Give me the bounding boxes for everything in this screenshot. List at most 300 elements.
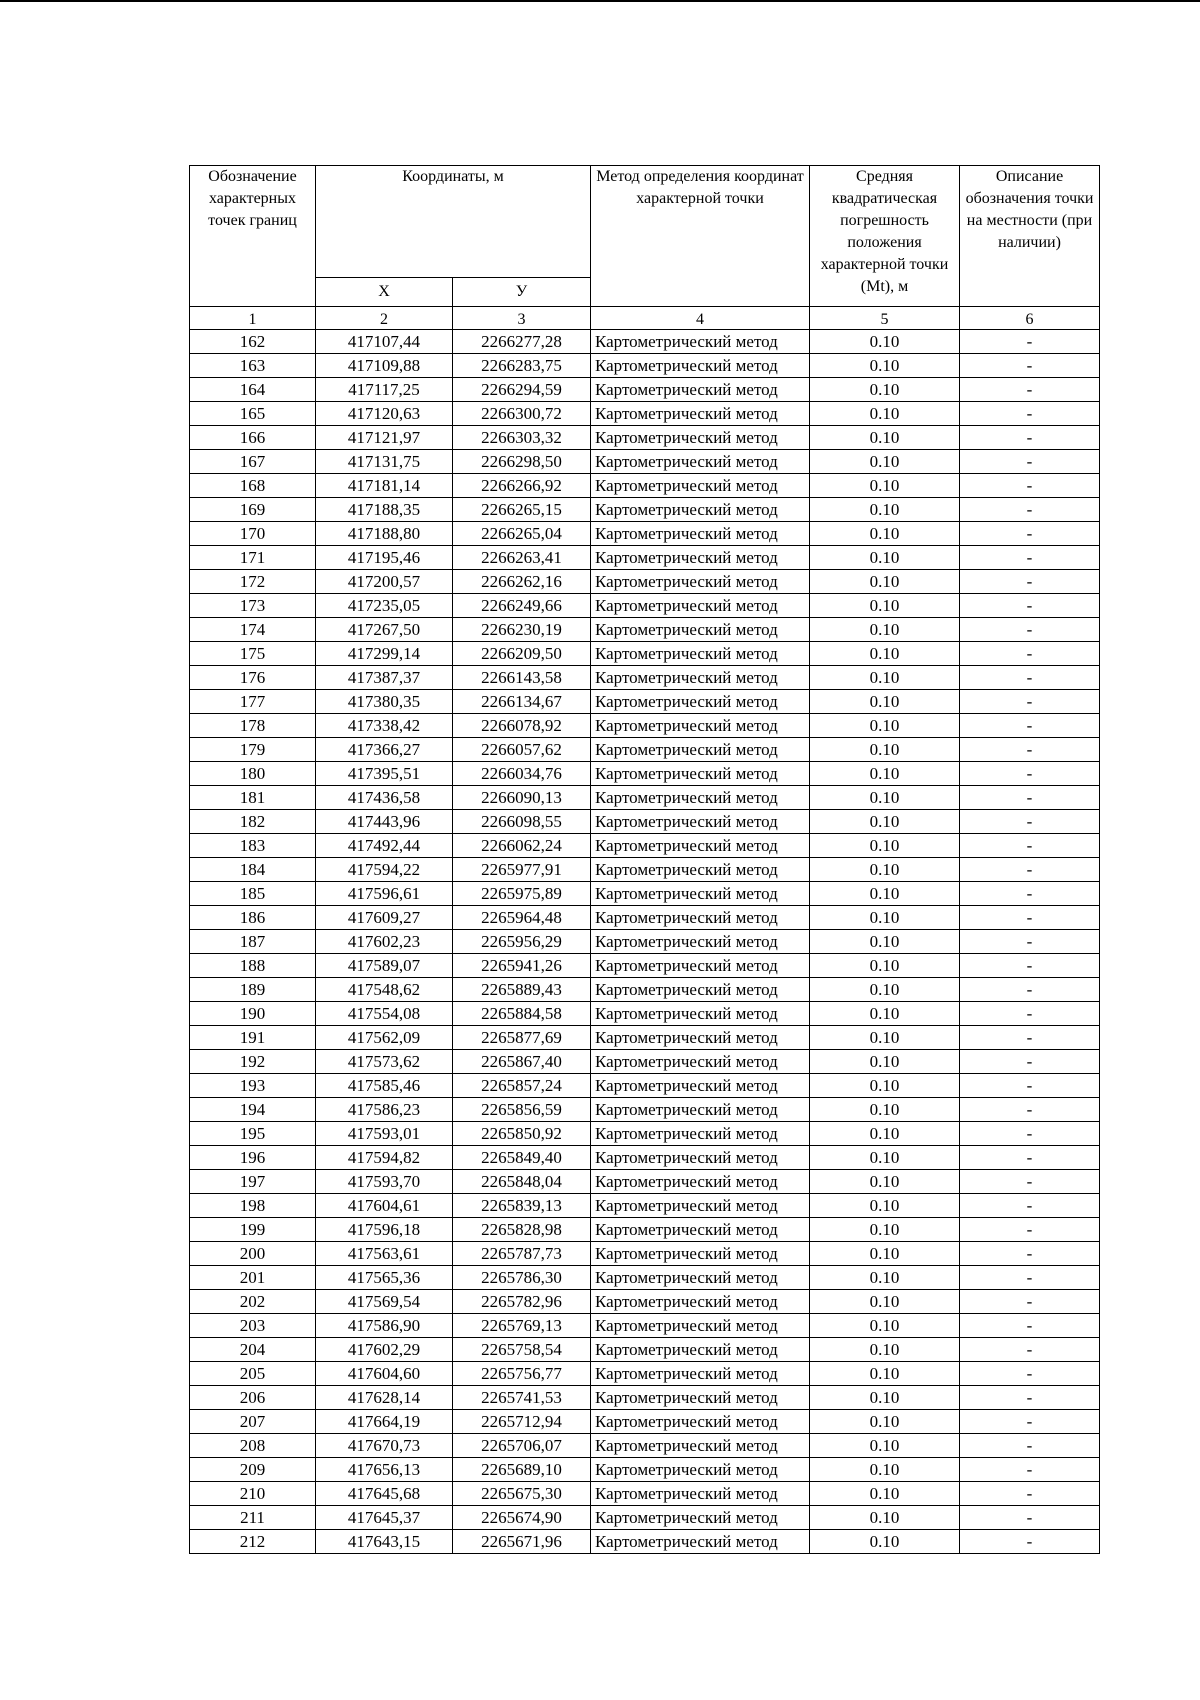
x-coordinate-cell: 417267,50 xyxy=(316,618,453,642)
error-cell: 0.10 xyxy=(810,1002,960,1026)
method-cell: Картометрический метод xyxy=(591,858,810,882)
error-cell: 0.10 xyxy=(810,1290,960,1314)
error-cell: 0.10 xyxy=(810,906,960,930)
x-coordinate-cell: 417181,14 xyxy=(316,474,453,498)
y-coordinate-cell: 2266034,76 xyxy=(453,762,591,786)
table-row xyxy=(190,906,1100,930)
point-number-cell: 203 xyxy=(190,1314,316,1338)
description-cell: - xyxy=(960,450,1100,474)
table-row xyxy=(190,1362,1100,1386)
y-coordinate-cell: 2265884,58 xyxy=(453,1002,591,1026)
table-row xyxy=(190,1530,1100,1554)
method-cell: Картометрический метод xyxy=(591,498,810,522)
y-coordinate-cell: 2265839,13 xyxy=(453,1194,591,1218)
y-coordinate-cell: 2266249,66 xyxy=(453,594,591,618)
table-row xyxy=(190,570,1100,594)
method-cell: Картометрический метод xyxy=(591,450,810,474)
method-cell: Картометрический метод xyxy=(591,330,810,354)
error-cell: 0.10 xyxy=(810,1314,960,1338)
method-cell: Картометрический метод xyxy=(591,738,810,762)
error-cell: 0.10 xyxy=(810,1122,960,1146)
description-cell: - xyxy=(960,1122,1100,1146)
x-coordinate-cell: 417235,05 xyxy=(316,594,453,618)
x-coordinate-cell: 417387,37 xyxy=(316,666,453,690)
y-coordinate-cell: 2266078,92 xyxy=(453,714,591,738)
x-coordinate-cell: 417586,23 xyxy=(316,1098,453,1122)
table-row xyxy=(190,1482,1100,1506)
description-cell: - xyxy=(960,858,1100,882)
y-coordinate-cell: 2266134,67 xyxy=(453,690,591,714)
description-cell: - xyxy=(960,1530,1100,1554)
x-coordinate-cell: 417602,23 xyxy=(316,930,453,954)
description-cell: - xyxy=(960,330,1100,354)
y-coordinate-cell: 2265689,10 xyxy=(453,1458,591,1482)
description-cell: - xyxy=(960,738,1100,762)
x-coordinate-cell: 417604,61 xyxy=(316,1194,453,1218)
point-number-cell: 206 xyxy=(190,1386,316,1410)
column-number: 5 xyxy=(810,307,960,330)
point-number-cell: 207 xyxy=(190,1410,316,1434)
description-cell: - xyxy=(960,1458,1100,1482)
description-cell: - xyxy=(960,1026,1100,1050)
table-row xyxy=(190,546,1100,570)
description-cell: - xyxy=(960,882,1100,906)
y-coordinate-cell: 2265877,69 xyxy=(453,1026,591,1050)
method-cell: Картометрический метод xyxy=(591,1122,810,1146)
table-row xyxy=(190,330,1100,354)
method-cell: Картометрический метод xyxy=(591,1386,810,1410)
method-cell: Картометрический метод xyxy=(591,426,810,450)
column-number: 6 xyxy=(960,307,1100,330)
description-cell: - xyxy=(960,954,1100,978)
point-number-cell: 170 xyxy=(190,522,316,546)
x-coordinate-cell: 417562,09 xyxy=(316,1026,453,1050)
table-row xyxy=(190,810,1100,834)
y-coordinate-cell: 2265975,89 xyxy=(453,882,591,906)
error-cell: 0.10 xyxy=(810,666,960,690)
point-number-cell: 189 xyxy=(190,978,316,1002)
error-cell: 0.10 xyxy=(810,786,960,810)
error-cell: 0.10 xyxy=(810,426,960,450)
error-cell: 0.10 xyxy=(810,618,960,642)
error-cell: 0.10 xyxy=(810,1266,960,1290)
point-number-cell: 182 xyxy=(190,810,316,834)
table-row xyxy=(190,1290,1100,1314)
error-cell: 0.10 xyxy=(810,1074,960,1098)
y-coordinate-cell: 2265741,53 xyxy=(453,1386,591,1410)
error-cell: 0.10 xyxy=(810,570,960,594)
table-row xyxy=(190,1266,1100,1290)
table-row xyxy=(190,978,1100,1002)
description-cell: - xyxy=(960,1386,1100,1410)
y-coordinate-cell: 2266057,62 xyxy=(453,738,591,762)
description-cell: - xyxy=(960,906,1100,930)
method-cell: Картометрический метод xyxy=(591,1002,810,1026)
x-coordinate-cell: 417589,07 xyxy=(316,954,453,978)
error-cell: 0.10 xyxy=(810,402,960,426)
y-coordinate-cell: 2265671,96 xyxy=(453,1530,591,1554)
y-coordinate-cell: 2266230,19 xyxy=(453,618,591,642)
point-number-cell: 168 xyxy=(190,474,316,498)
error-cell: 0.10 xyxy=(810,1410,960,1434)
method-cell: Картометрический метод xyxy=(591,786,810,810)
header-y: У xyxy=(453,278,591,307)
table-row xyxy=(190,1002,1100,1026)
x-coordinate-cell: 417593,01 xyxy=(316,1122,453,1146)
header-error: Средняя квадратическая погрешность положения характерной точки (Mt), м xyxy=(810,166,960,307)
point-number-cell: 162 xyxy=(190,330,316,354)
point-number-cell: 190 xyxy=(190,1002,316,1026)
y-coordinate-cell: 2266265,15 xyxy=(453,498,591,522)
point-number-cell: 169 xyxy=(190,498,316,522)
error-cell: 0.10 xyxy=(810,498,960,522)
y-coordinate-cell: 2265712,94 xyxy=(453,1410,591,1434)
method-cell: Картометрический метод xyxy=(591,810,810,834)
description-cell: - xyxy=(960,1074,1100,1098)
y-coordinate-cell: 2266263,41 xyxy=(453,546,591,570)
y-coordinate-cell: 2265867,40 xyxy=(453,1050,591,1074)
method-cell: Картометрический метод xyxy=(591,402,810,426)
point-number-cell: 201 xyxy=(190,1266,316,1290)
description-cell: - xyxy=(960,714,1100,738)
y-coordinate-cell: 2265941,26 xyxy=(453,954,591,978)
error-cell: 0.10 xyxy=(810,594,960,618)
description-cell: - xyxy=(960,618,1100,642)
error-cell: 0.10 xyxy=(810,834,960,858)
x-coordinate-cell: 417492,44 xyxy=(316,834,453,858)
x-coordinate-cell: 417563,61 xyxy=(316,1242,453,1266)
column-number: 2 xyxy=(316,307,453,330)
point-number-cell: 177 xyxy=(190,690,316,714)
point-number-cell: 195 xyxy=(190,1122,316,1146)
error-cell: 0.10 xyxy=(810,546,960,570)
description-cell: - xyxy=(960,426,1100,450)
error-cell: 0.10 xyxy=(810,1530,960,1554)
method-cell: Картометрический метод xyxy=(591,1362,810,1386)
table-row xyxy=(190,642,1100,666)
table-row xyxy=(190,930,1100,954)
method-cell: Картометрический метод xyxy=(591,354,810,378)
header-method: Метод определения координат характерной точки xyxy=(591,166,810,307)
y-coordinate-cell: 2265756,77 xyxy=(453,1362,591,1386)
table-row xyxy=(190,1098,1100,1122)
error-cell: 0.10 xyxy=(810,762,960,786)
error-cell: 0.10 xyxy=(810,1506,960,1530)
point-number-cell: 178 xyxy=(190,714,316,738)
method-cell: Картометрический метод xyxy=(591,762,810,786)
description-cell: - xyxy=(960,498,1100,522)
table-row xyxy=(190,1050,1100,1074)
point-number-cell: 164 xyxy=(190,378,316,402)
error-cell: 0.10 xyxy=(810,378,960,402)
y-coordinate-cell: 2266298,50 xyxy=(453,450,591,474)
description-cell: - xyxy=(960,1218,1100,1242)
description-cell: - xyxy=(960,1290,1100,1314)
table-row xyxy=(190,1458,1100,1482)
y-coordinate-cell: 2265674,90 xyxy=(453,1506,591,1530)
column-number: 3 xyxy=(453,307,591,330)
point-number-cell: 188 xyxy=(190,954,316,978)
point-number-cell: 166 xyxy=(190,426,316,450)
x-coordinate-cell: 417380,35 xyxy=(316,690,453,714)
y-coordinate-cell: 2265675,30 xyxy=(453,1482,591,1506)
point-number-cell: 208 xyxy=(190,1434,316,1458)
error-cell: 0.10 xyxy=(810,1338,960,1362)
error-cell: 0.10 xyxy=(810,1458,960,1482)
method-cell: Картометрический метод xyxy=(591,954,810,978)
x-coordinate-cell: 417670,73 xyxy=(316,1434,453,1458)
x-coordinate-cell: 417596,61 xyxy=(316,882,453,906)
table-row xyxy=(190,714,1100,738)
point-number-cell: 194 xyxy=(190,1098,316,1122)
y-coordinate-cell: 2265857,24 xyxy=(453,1074,591,1098)
y-coordinate-cell: 2265787,73 xyxy=(453,1242,591,1266)
table-row xyxy=(190,858,1100,882)
error-cell: 0.10 xyxy=(810,1098,960,1122)
point-number-cell: 204 xyxy=(190,1338,316,1362)
x-coordinate-cell: 417565,36 xyxy=(316,1266,453,1290)
description-cell: - xyxy=(960,1314,1100,1338)
table-row xyxy=(190,690,1100,714)
table-row xyxy=(190,426,1100,450)
point-number-cell: 200 xyxy=(190,1242,316,1266)
description-cell: - xyxy=(960,834,1100,858)
method-cell: Картометрический метод xyxy=(591,1170,810,1194)
description-cell: - xyxy=(960,570,1100,594)
table-row xyxy=(190,1074,1100,1098)
method-cell: Картометрический метод xyxy=(591,1026,810,1050)
description-cell: - xyxy=(960,546,1100,570)
header-description: Описание обозначения точки на местности (при наличии) xyxy=(960,166,1100,307)
table-row xyxy=(190,1314,1100,1338)
table-row xyxy=(190,1026,1100,1050)
description-cell: - xyxy=(960,786,1100,810)
column-number: 4 xyxy=(591,307,810,330)
description-cell: - xyxy=(960,1362,1100,1386)
point-number-cell: 163 xyxy=(190,354,316,378)
x-coordinate-cell: 417656,13 xyxy=(316,1458,453,1482)
table-row xyxy=(190,1146,1100,1170)
x-coordinate-cell: 417586,90 xyxy=(316,1314,453,1338)
method-cell: Картометрический метод xyxy=(591,618,810,642)
y-coordinate-cell: 2266143,58 xyxy=(453,666,591,690)
x-coordinate-cell: 417664,19 xyxy=(316,1410,453,1434)
error-cell: 0.10 xyxy=(810,1434,960,1458)
y-coordinate-cell: 2265849,40 xyxy=(453,1146,591,1170)
point-number-cell: 205 xyxy=(190,1362,316,1386)
table-row xyxy=(190,738,1100,762)
table-row xyxy=(190,450,1100,474)
x-coordinate-cell: 417593,70 xyxy=(316,1170,453,1194)
error-cell: 0.10 xyxy=(810,330,960,354)
method-cell: Картометрический метод xyxy=(591,1530,810,1554)
method-cell: Картометрический метод xyxy=(591,1338,810,1362)
table-row xyxy=(190,954,1100,978)
description-cell: - xyxy=(960,1002,1100,1026)
x-coordinate-cell: 417548,62 xyxy=(316,978,453,1002)
description-cell: - xyxy=(960,1482,1100,1506)
x-coordinate-cell: 417436,58 xyxy=(316,786,453,810)
point-number-cell: 191 xyxy=(190,1026,316,1050)
point-number-cell: 210 xyxy=(190,1482,316,1506)
error-cell: 0.10 xyxy=(810,930,960,954)
y-coordinate-cell: 2266283,75 xyxy=(453,354,591,378)
description-cell: - xyxy=(960,522,1100,546)
method-cell: Картометрический метод xyxy=(591,1194,810,1218)
point-number-cell: 172 xyxy=(190,570,316,594)
description-cell: - xyxy=(960,762,1100,786)
description-cell: - xyxy=(960,1434,1100,1458)
header-point: Обозначение характерных точек границ xyxy=(190,166,316,307)
error-cell: 0.10 xyxy=(810,690,960,714)
table-row xyxy=(190,618,1100,642)
method-cell: Картометрический метод xyxy=(591,1482,810,1506)
column-number-row xyxy=(190,307,1100,330)
point-number-cell: 179 xyxy=(190,738,316,762)
x-coordinate-cell: 417299,14 xyxy=(316,642,453,666)
x-coordinate-cell: 417628,14 xyxy=(316,1386,453,1410)
point-number-cell: 186 xyxy=(190,906,316,930)
method-cell: Картометрический метод xyxy=(591,1434,810,1458)
x-coordinate-cell: 417195,46 xyxy=(316,546,453,570)
description-cell: - xyxy=(960,1266,1100,1290)
description-cell: - xyxy=(960,474,1100,498)
y-coordinate-cell: 2266265,04 xyxy=(453,522,591,546)
x-coordinate-cell: 417594,82 xyxy=(316,1146,453,1170)
table-row xyxy=(190,498,1100,522)
description-cell: - xyxy=(960,1170,1100,1194)
error-cell: 0.10 xyxy=(810,1146,960,1170)
point-number-cell: 174 xyxy=(190,618,316,642)
y-coordinate-cell: 2265956,29 xyxy=(453,930,591,954)
y-coordinate-cell: 2265706,07 xyxy=(453,1434,591,1458)
table-row xyxy=(190,402,1100,426)
x-coordinate-cell: 417107,44 xyxy=(316,330,453,354)
top-scan-edge-thick xyxy=(270,0,1200,8)
description-cell: - xyxy=(960,378,1100,402)
y-coordinate-cell: 2266090,13 xyxy=(453,786,591,810)
x-coordinate-cell: 417109,88 xyxy=(316,354,453,378)
point-number-cell: 165 xyxy=(190,402,316,426)
x-coordinate-cell: 417120,63 xyxy=(316,402,453,426)
method-cell: Картометрический метод xyxy=(591,1218,810,1242)
method-cell: Картометрический метод xyxy=(591,882,810,906)
description-cell: - xyxy=(960,594,1100,618)
description-cell: - xyxy=(960,402,1100,426)
error-cell: 0.10 xyxy=(810,1386,960,1410)
x-coordinate-cell: 417596,18 xyxy=(316,1218,453,1242)
method-cell: Картометрический метод xyxy=(591,930,810,954)
x-coordinate-cell: 417609,27 xyxy=(316,906,453,930)
x-coordinate-cell: 417188,80 xyxy=(316,522,453,546)
description-cell: - xyxy=(960,1410,1100,1434)
point-number-cell: 185 xyxy=(190,882,316,906)
description-cell: - xyxy=(960,1242,1100,1266)
x-coordinate-cell: 417585,46 xyxy=(316,1074,453,1098)
column-number: 1 xyxy=(190,307,316,330)
y-coordinate-cell: 2265828,98 xyxy=(453,1218,591,1242)
method-cell: Картометрический метод xyxy=(591,1242,810,1266)
y-coordinate-cell: 2265782,96 xyxy=(453,1290,591,1314)
point-number-cell: 202 xyxy=(190,1290,316,1314)
error-cell: 0.10 xyxy=(810,1026,960,1050)
y-coordinate-cell: 2266303,32 xyxy=(453,426,591,450)
table-row xyxy=(190,1434,1100,1458)
description-cell: - xyxy=(960,1194,1100,1218)
description-cell: - xyxy=(960,1098,1100,1122)
method-cell: Картометрический метод xyxy=(591,522,810,546)
method-cell: Картометрический метод xyxy=(591,690,810,714)
table-row xyxy=(190,474,1100,498)
y-coordinate-cell: 2265964,48 xyxy=(453,906,591,930)
error-cell: 0.10 xyxy=(810,1362,960,1386)
y-coordinate-cell: 2265856,59 xyxy=(453,1098,591,1122)
y-coordinate-cell: 2266294,59 xyxy=(453,378,591,402)
y-coordinate-cell: 2266266,92 xyxy=(453,474,591,498)
point-number-cell: 209 xyxy=(190,1458,316,1482)
y-coordinate-cell: 2265977,91 xyxy=(453,858,591,882)
header-x: X xyxy=(316,278,453,307)
x-coordinate-cell: 417188,35 xyxy=(316,498,453,522)
point-number-cell: 187 xyxy=(190,930,316,954)
point-number-cell: 183 xyxy=(190,834,316,858)
method-cell: Картометрический метод xyxy=(591,1074,810,1098)
y-coordinate-cell: 2266209,50 xyxy=(453,642,591,666)
header-coordinates: Координаты, м xyxy=(316,166,591,278)
description-cell: - xyxy=(960,810,1100,834)
table-row xyxy=(190,354,1100,378)
y-coordinate-cell: 2265848,04 xyxy=(453,1170,591,1194)
table-row xyxy=(190,1170,1100,1194)
y-coordinate-cell: 2265769,13 xyxy=(453,1314,591,1338)
point-number-cell: 211 xyxy=(190,1506,316,1530)
x-coordinate-cell: 417554,08 xyxy=(316,1002,453,1026)
y-coordinate-cell: 2266277,28 xyxy=(453,330,591,354)
x-coordinate-cell: 417594,22 xyxy=(316,858,453,882)
point-number-cell: 199 xyxy=(190,1218,316,1242)
error-cell: 0.10 xyxy=(810,714,960,738)
error-cell: 0.10 xyxy=(810,1242,960,1266)
y-coordinate-cell: 2265850,92 xyxy=(453,1122,591,1146)
point-number-cell: 173 xyxy=(190,594,316,618)
method-cell: Картометрический метод xyxy=(591,1266,810,1290)
method-cell: Картометрический метод xyxy=(591,1458,810,1482)
method-cell: Картометрический метод xyxy=(591,1410,810,1434)
method-cell: Картометрический метод xyxy=(591,834,810,858)
error-cell: 0.10 xyxy=(810,1194,960,1218)
description-cell: - xyxy=(960,666,1100,690)
error-cell: 0.10 xyxy=(810,882,960,906)
x-coordinate-cell: 417604,60 xyxy=(316,1362,453,1386)
x-coordinate-cell: 417443,96 xyxy=(316,810,453,834)
table-row xyxy=(190,1506,1100,1530)
y-coordinate-cell: 2265758,54 xyxy=(453,1338,591,1362)
y-coordinate-cell: 2266098,55 xyxy=(453,810,591,834)
method-cell: Картометрический метод xyxy=(591,546,810,570)
table-row xyxy=(190,882,1100,906)
x-coordinate-cell: 417395,51 xyxy=(316,762,453,786)
error-cell: 0.10 xyxy=(810,738,960,762)
table-row xyxy=(190,786,1100,810)
description-cell: - xyxy=(960,1146,1100,1170)
table-row xyxy=(190,1242,1100,1266)
method-cell: Картометрический метод xyxy=(591,1146,810,1170)
table-row xyxy=(190,1338,1100,1362)
error-cell: 0.10 xyxy=(810,1482,960,1506)
error-cell: 0.10 xyxy=(810,450,960,474)
error-cell: 0.10 xyxy=(810,522,960,546)
table-row xyxy=(190,666,1100,690)
